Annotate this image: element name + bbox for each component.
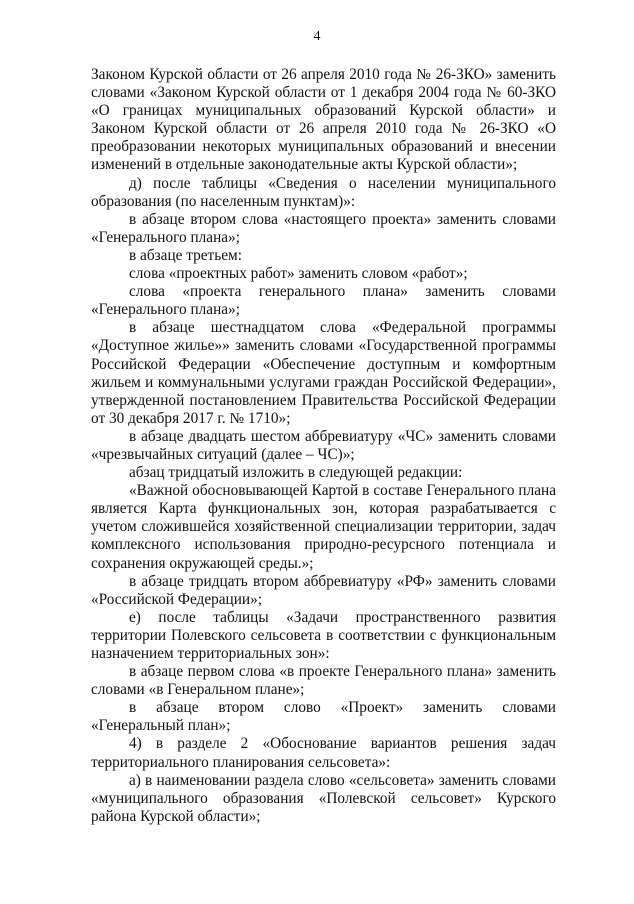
paragraph: абзац тридцатый изложить в следующей редакции: (129, 464, 463, 482)
paragraph: д) после таблицы «Сведения о населении муниципального образования (по населенным пунктам)»: (91, 174, 556, 210)
paragraph: а) в наименовании раздела слово «сельсовета» заменить словами «муниципального образования «Полевской сельсовет» Курского района Курской области»; (91, 771, 556, 825)
paragraph: в абзаце третьем: (129, 246, 242, 264)
paragraph: в абзаце первом слова «в проекте Генерального плана» заменить словами «в Генеральном плане»; (91, 663, 556, 699)
paragraph: «Важной обосновывающей Картой в составе Генерального плана является Карта функциональных зон, которая разрабатывается с учетом сложившейся хозяйственной специализации территории, задач комплексного использования природно-ресурсного потенциала и сохранения окружающей среды.»; (91, 482, 556, 572)
paragraph: в абзаце двадцать шестом аббревиатуру «ЧС» заменить словами «чрезвычайных ситуаций (далее – ЧС)»; (91, 427, 556, 463)
paragraph: е) после таблицы «Задачи пространственного развития территории Полевского сельсовета в соответствии с функциональным назначением территориальных зон»: (91, 608, 556, 662)
paragraph: в абзаце втором слова «настоящего проекта» заменить словами «Генерального плана»; (91, 210, 556, 246)
paragraph: 4) в разделе 2 «Обоснование вариантов решения задач территориального планирования сельсовета»: (91, 735, 556, 771)
paragraph: в абзаце шестнадцатом слова «Федеральной программы «Доступное жилье»» заменить словами «Государственной программы Российской Федерации «Обеспечение доступным и комфортным жильем и коммунальными услугами граждан Российской Федерации», утвержденной постановлением Правительства Российской Федерации от 30 декабря 2017 г. № 1710»; (91, 319, 556, 427)
paragraph: Законом Курской области от 26 апреля 2010 года № 26-ЗКО» заменить словами «Законом Курской области от 1 декабря 2004 года № 60-ЗКО «О границах муниципальных образований Курской области» и Законом Курской области от 26 апреля 2010 года № 26-ЗКО «О преобразовании некоторых муниципальных образований и внесении изменений в отдельные законодательные акты Курской области»; (91, 66, 556, 174)
document-body (91, 66, 556, 826)
paragraph: в абзаце тридцать втором аббревиатуру «РФ» заменить словами «Российской Федерации»; (91, 572, 556, 608)
paragraph: слова «проектных работ» заменить словом «работ»; (129, 265, 468, 283)
paragraph: в абзаце втором слово «Проект» заменить словами «Генеральный план»; (91, 699, 556, 735)
paragraph: слова «проекта генерального плана» заменить словами «Генерального плана»; (91, 283, 556, 319)
page-number: 4 (313, 29, 321, 44)
